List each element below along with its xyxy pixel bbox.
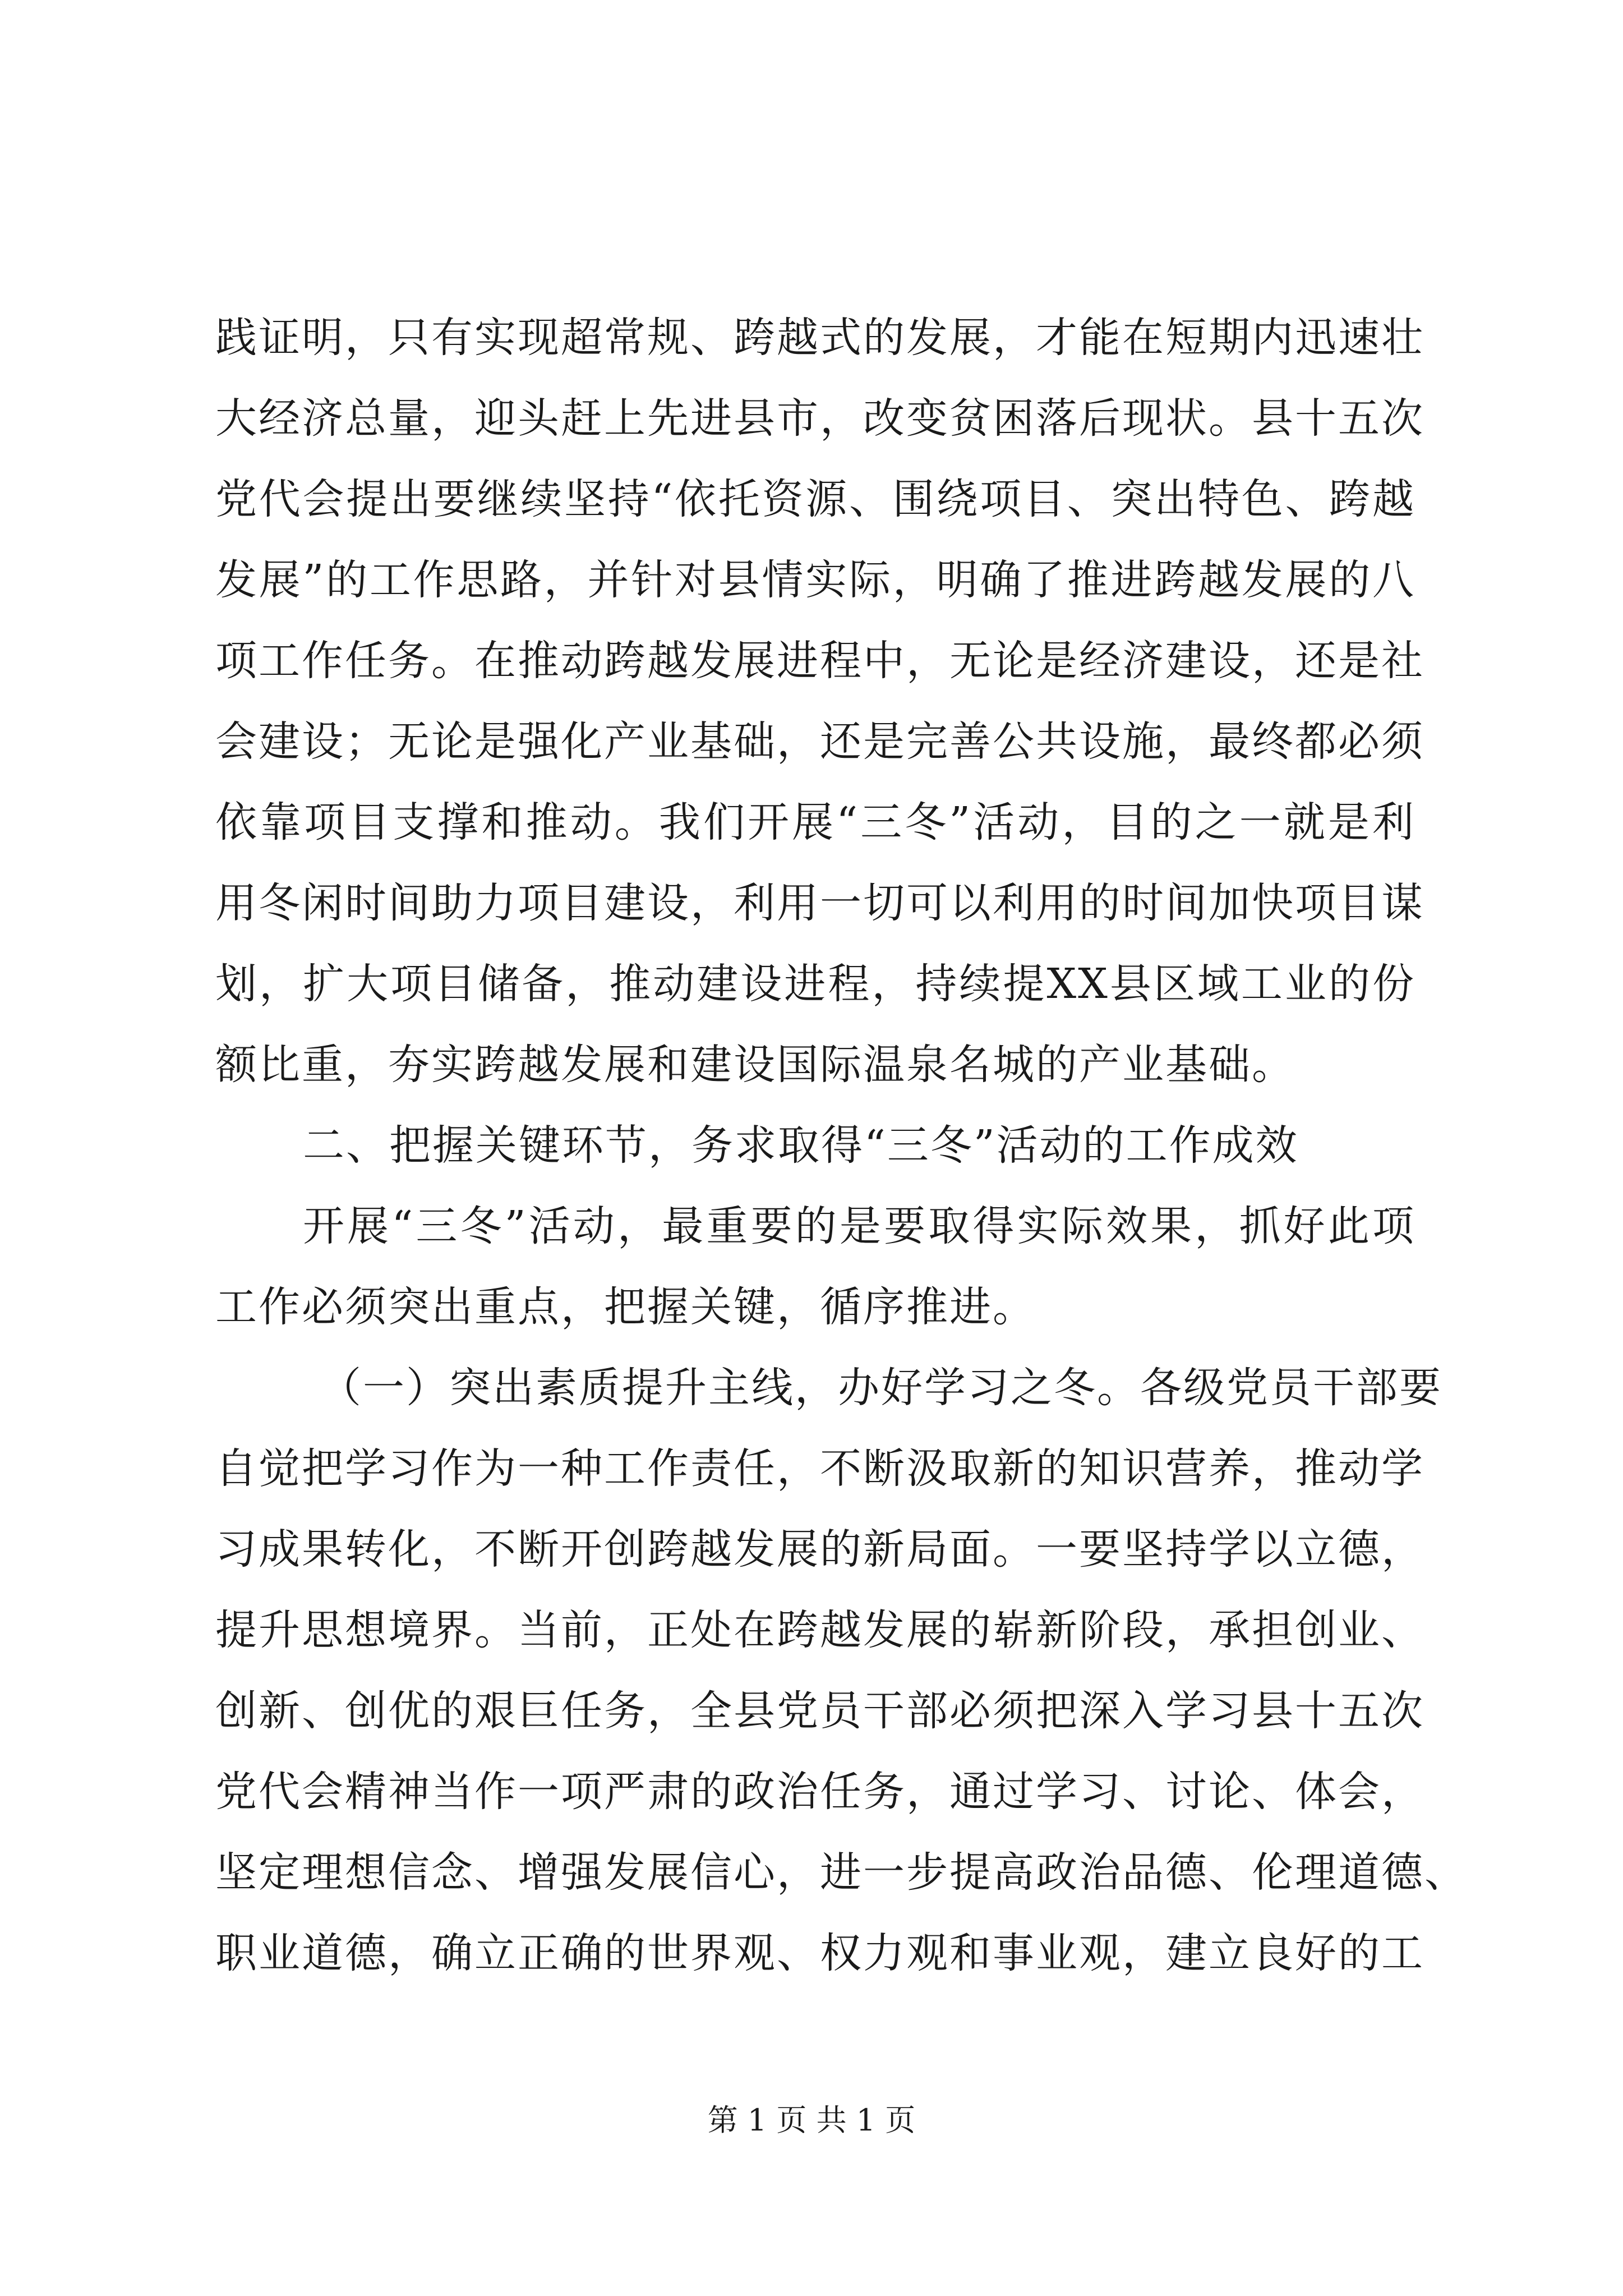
document-body [215, 297, 1468, 1994]
text-line: 大经济总量，迎头赶上先进县市，改变贫困落后现状。县十五次 [215, 394, 1424, 443]
text-line: 额比重，夯实跨越发展和建设国际温泉名城的产业基础。 [215, 1041, 1295, 1089]
text-line: 职业道德，确立正确的世界观、权力观和事业观，建立良好的工 [215, 1929, 1424, 1977]
subsection-line: （一）突出素质提升主线，办好学习之冬。各级党员干部要 [320, 1364, 1442, 1412]
text-line: 用冬闲时间助力项目建设，利用一切可以利用的时间加快项目谋 [215, 879, 1424, 927]
text-line: 依靠项目支撑和推动。我们开展“三冬”活动，目的之一就是利 [215, 798, 1415, 846]
text-line: 创新、创优的艰巨任务，全县党员干部必须把深入学习县十五次 [215, 1687, 1424, 1735]
text-line: 党代会提出要继续坚持“依托资源、围绕项目、突出特色、跨越 [215, 475, 1415, 523]
text-line: 会建设；无论是强化产业基础，还是完善公共设施，最终都必须 [215, 717, 1424, 766]
text-line: 自觉把学习作为一种工作责任，不断汲取新的知识营养，推动学 [215, 1444, 1424, 1493]
text-line: 坚定理想信念、增强发展信心，进一步提高政治品德、伦理道德、 [215, 1848, 1468, 1897]
text-line: 党代会精神当作一项严肃的政治任务，通过学习、讨论、体会， [215, 1768, 1424, 1816]
page-number-footer: 第 1 页 共 1 页 [707, 2102, 916, 2138]
text-line: 开展“三冬”活动，最重要的是要取得实际效果，抓好此项 [303, 1202, 1415, 1250]
section-heading: 二、把握关键环节，务求取得“三冬”活动的工作成效 [303, 1121, 1299, 1170]
text-line: 工作必须突出重点，把握关键，循序推进。 [215, 1283, 1036, 1331]
text-line: 项工作任务。在推动跨越发展进程中，无论是经济建设，还是社 [215, 637, 1424, 685]
text-line: 提升思想境界。当前，正处在跨越发展的崭新阶段，承担创业、 [215, 1606, 1424, 1654]
text-line: 习成果转化，不断开创跨越发展的新局面。一要坚持学以立德， [215, 1525, 1424, 1573]
text-line: 划，扩大项目储备，推动建设进程，持续提XX县区域工业的份 [215, 960, 1415, 1008]
text-line: 践证明，只有实现超常规、跨越式的发展，才能在短期内迅速壮 [215, 314, 1424, 362]
text-line: 发展”的工作思路，并针对县情实际，明确了推进跨越发展的八 [215, 556, 1415, 604]
